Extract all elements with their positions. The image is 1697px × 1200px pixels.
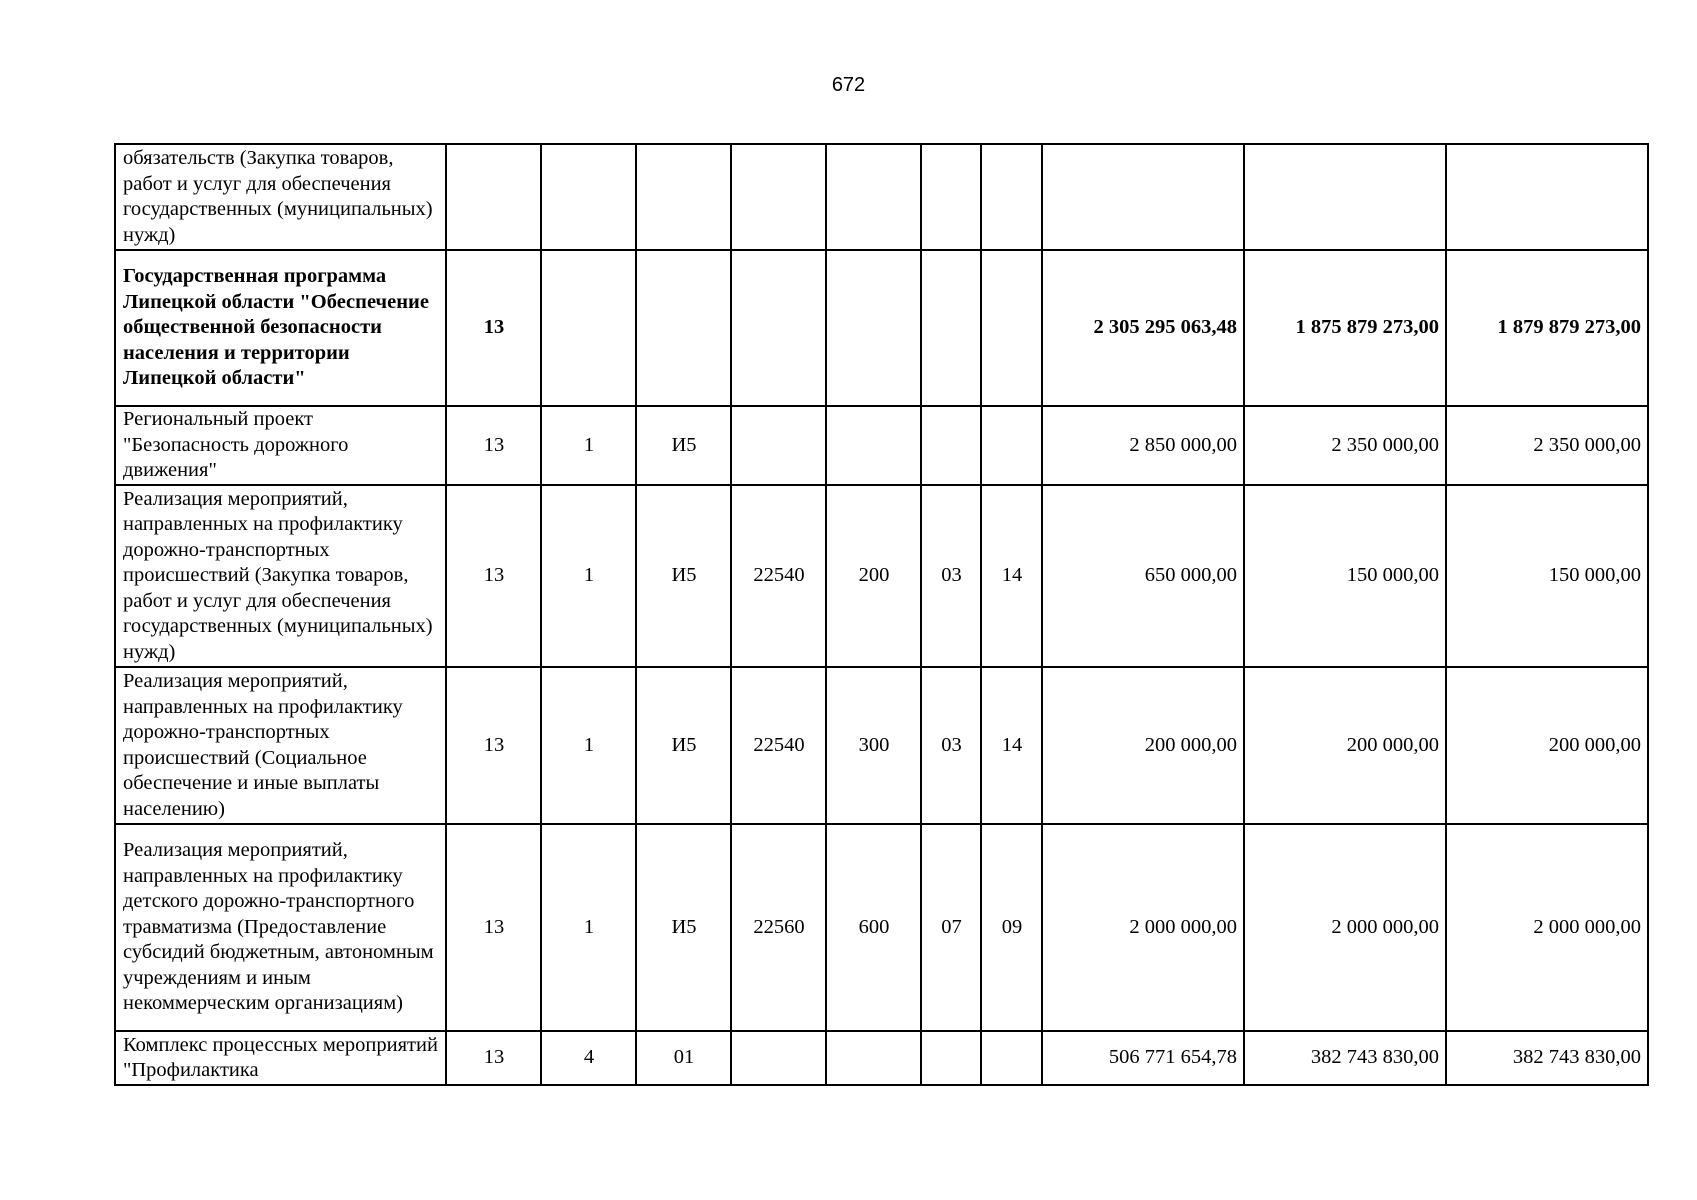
cell-subsection: 09 [981, 824, 1042, 1031]
cell-direction [731, 1031, 826, 1085]
table-row [115, 485, 1648, 667]
cell-sum-year-1: 506 771 654,78 [1042, 1031, 1244, 1085]
cell-subsection [981, 250, 1042, 406]
cell-subsection [981, 144, 1042, 250]
cell-sum-year-1 [1042, 144, 1244, 250]
cell-section: 07 [921, 824, 981, 1031]
cell-sum-year-3: 150 000,00 [1446, 485, 1648, 667]
cell-sum-year-1: 200 000,00 [1042, 667, 1244, 824]
cell-main-activity: И5 [636, 406, 731, 485]
table-row [115, 667, 1648, 824]
cell-sum-year-1: 2 850 000,00 [1042, 406, 1244, 485]
cell-program: 13 [446, 406, 541, 485]
cell-sum-year-3: 200 000,00 [1446, 667, 1648, 824]
cell-expense-type [826, 406, 921, 485]
cell-expense-type: 200 [826, 485, 921, 667]
cell-expense-type [826, 1031, 921, 1085]
row-name: Государственная программа Липецкой области "Обеспечение общественной безопасности населения и территории Липецкой области" [115, 250, 446, 406]
cell-sum-year-2: 150 000,00 [1244, 485, 1446, 667]
cell-main-activity [636, 144, 731, 250]
cell-subprogram: 1 [541, 485, 636, 667]
cell-section: 03 [921, 667, 981, 824]
cell-sum-year-2: 2 350 000,00 [1244, 406, 1446, 485]
cell-expense-type: 300 [826, 667, 921, 824]
budget-table [114, 143, 1649, 1086]
cell-main-activity: И5 [636, 667, 731, 824]
cell-section: 03 [921, 485, 981, 667]
cell-section [921, 406, 981, 485]
cell-sum-year-2: 1 875 879 273,00 [1244, 250, 1446, 406]
table-row [115, 406, 1648, 485]
cell-program: 13 [446, 485, 541, 667]
cell-program: 13 [446, 250, 541, 406]
cell-main-activity: И5 [636, 824, 731, 1031]
cell-sum-year-3 [1446, 144, 1648, 250]
cell-main-activity: И5 [636, 485, 731, 667]
cell-direction: 22540 [731, 667, 826, 824]
table-row [115, 144, 1648, 250]
cell-subprogram: 1 [541, 824, 636, 1031]
cell-subprogram [541, 144, 636, 250]
cell-expense-type: 600 [826, 824, 921, 1031]
cell-direction [731, 144, 826, 250]
cell-sum-year-3: 2 000 000,00 [1446, 824, 1648, 1031]
cell-sum-year-2: 382 743 830,00 [1244, 1031, 1446, 1085]
cell-subsection [981, 406, 1042, 485]
cell-subprogram [541, 250, 636, 406]
cell-sum-year-3: 382 743 830,00 [1446, 1031, 1648, 1085]
cell-direction [731, 250, 826, 406]
row-name: обязательств (Закупка товаров, работ и услуг для обеспечения государственных (муниципальных) нужд) [115, 144, 446, 250]
cell-program [446, 144, 541, 250]
cell-section [921, 1031, 981, 1085]
table-row [115, 250, 1648, 406]
cell-sum-year-1: 650 000,00 [1042, 485, 1244, 667]
cell-subprogram: 4 [541, 1031, 636, 1085]
cell-program: 13 [446, 667, 541, 824]
cell-section [921, 144, 981, 250]
cell-sum-year-2 [1244, 144, 1446, 250]
cell-subprogram: 1 [541, 406, 636, 485]
cell-expense-type [826, 144, 921, 250]
cell-sum-year-2: 2 000 000,00 [1244, 824, 1446, 1031]
cell-subsection: 14 [981, 667, 1042, 824]
page-number: 672 [831, 74, 866, 96]
row-name: Реализация мероприятий, направленных на профилактику дорожно-транспортных происшествий (Закупка товаров, работ и услуг для обеспечения государственных (муниципальных) нужд) [115, 485, 446, 667]
table-row [115, 824, 1648, 1031]
cell-subprogram: 1 [541, 667, 636, 824]
cell-main-activity [636, 250, 731, 406]
cell-program: 13 [446, 824, 541, 1031]
cell-sum-year-1: 2 000 000,00 [1042, 824, 1244, 1031]
cell-subsection: 14 [981, 485, 1042, 667]
cell-expense-type [826, 250, 921, 406]
cell-sum-year-3: 2 350 000,00 [1446, 406, 1648, 485]
row-name: Комплекс процессных мероприятий "Профилактика [115, 1031, 446, 1085]
cell-direction: 22540 [731, 485, 826, 667]
cell-program: 13 [446, 1031, 541, 1085]
cell-sum-year-3: 1 879 879 273,00 [1446, 250, 1648, 406]
row-name: Региональный проект "Безопасность дорожного движения" [115, 406, 446, 485]
cell-sum-year-2: 200 000,00 [1244, 667, 1446, 824]
table-row [115, 1031, 1648, 1085]
row-name: Реализация мероприятий, направленных на профилактику детского дорожно-транспортного травматизма (Предоставление субсидий бюджетным, автономным учреждениям и иным некоммерческим организациям) [115, 824, 446, 1031]
cell-main-activity: 01 [636, 1031, 731, 1085]
cell-direction: 22560 [731, 824, 826, 1031]
row-name: Реализация мероприятий, направленных на профилактику дорожно-транспортных происшествий (Социальное обеспечение и иные выплаты населению) [115, 667, 446, 824]
cell-subsection [981, 1031, 1042, 1085]
cell-direction [731, 406, 826, 485]
cell-sum-year-1: 2 305 295 063,48 [1042, 250, 1244, 406]
cell-section [921, 250, 981, 406]
